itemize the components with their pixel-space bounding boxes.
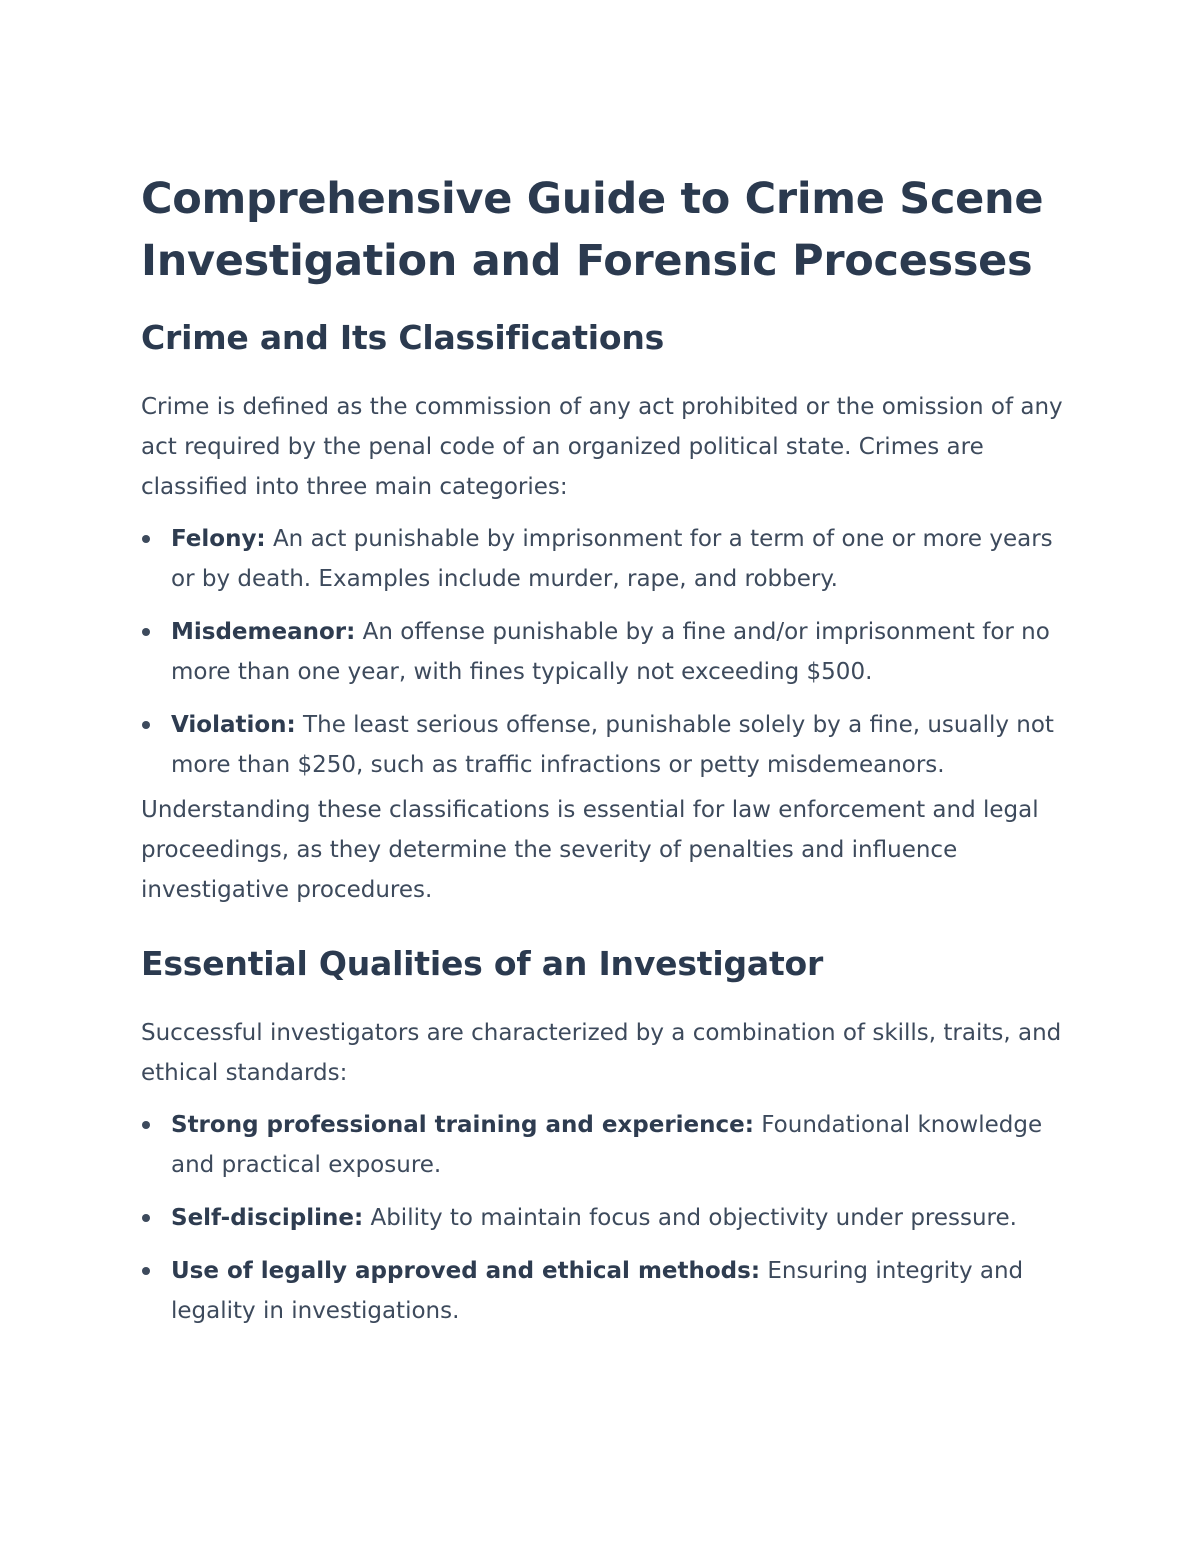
list-item-text: Foundational knowledge and practical exposure. bbox=[171, 1112, 1043, 1178]
list-item-term: Self-discipline: bbox=[171, 1205, 364, 1231]
list-item-term: Use of legally approved and ethical methods: bbox=[171, 1258, 761, 1284]
page-title-line-1: Comprehensive Guide to Crime Scene bbox=[141, 174, 1044, 224]
crime-categories-list bbox=[141, 519, 1071, 785]
list-item-ethical-methods bbox=[141, 1251, 1071, 1331]
section-heading-crime-classifications: Crime and Its Classifications bbox=[141, 318, 665, 357]
bullet-icon bbox=[142, 721, 150, 729]
section-intro-investigator: Successful investigators are characterized by a combination of skills, traits, and ethical standards: bbox=[141, 1020, 1062, 1086]
list-item-text: Ensuring integrity and legality in investigations. bbox=[171, 1258, 1024, 1324]
list-item-training bbox=[141, 1105, 1071, 1185]
section-heading-investigator-qualities: Essential Qualities of an Investigator bbox=[141, 944, 824, 983]
list-item-felony bbox=[141, 519, 1071, 599]
investigator-qualities-list bbox=[141, 1105, 1071, 1331]
bullet-icon bbox=[142, 1121, 150, 1129]
page-title-line-2: Investigation and Forensic Processes bbox=[141, 236, 1033, 286]
bullet-icon bbox=[142, 1267, 150, 1275]
document-page bbox=[141, 168, 1071, 1331]
list-item-term: Misdemeanor: bbox=[171, 619, 356, 645]
page-title bbox=[141, 168, 1071, 292]
bullet-icon bbox=[142, 535, 150, 543]
bullet-icon bbox=[142, 628, 150, 636]
section-intro-crime-definition: Crime is defined as the commission of any act prohibited or the omission of any act required by the penal code of an organized political state. Crimes are classified into three main categories: bbox=[141, 394, 1063, 500]
list-item-text: An offense punishable by a fine and/or imprisonment for no more than one year, with fines typically not exceeding $500. bbox=[171, 619, 1050, 685]
list-item-self-discipline bbox=[141, 1198, 1071, 1238]
list-item-term: Felony: bbox=[171, 526, 266, 552]
section-closing-paragraph: Understanding these classifications is essential for law enforcement and legal proceedings, as they determine the severity of penalties and influence investigative procedures. bbox=[141, 797, 1039, 903]
list-item-text: The least serious offense, punishable solely by a fine, usually not more than $250, such as traffic infractions or petty misdemeanors. bbox=[171, 712, 1054, 778]
list-item-text: An act punishable by imprisonment for a term of one or more years or by death. Examples include murder, rape, and robbery. bbox=[171, 526, 1053, 592]
list-item-text: Ability to maintain focus and objectivity under pressure. bbox=[363, 1205, 1017, 1231]
list-item-term: Strong professional training and experience: bbox=[171, 1112, 754, 1138]
list-item-misdemeanor bbox=[141, 612, 1071, 692]
list-item-violation bbox=[141, 705, 1071, 785]
list-item-term: Violation: bbox=[171, 712, 296, 738]
bullet-icon bbox=[142, 1214, 150, 1222]
